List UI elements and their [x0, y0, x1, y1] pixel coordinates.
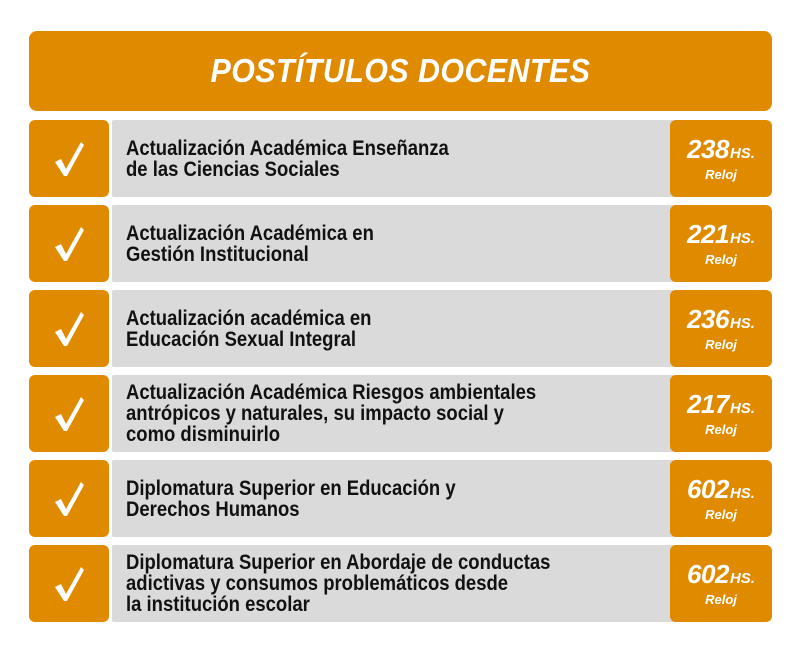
hours-value: 602 — [687, 473, 729, 504]
hours-badge — [670, 545, 772, 622]
course-title-box — [112, 460, 678, 537]
list-item — [29, 460, 772, 537]
list-item — [29, 545, 772, 622]
course-title: Actualización Académica Enseñanza de las Ciencias Sociales — [126, 136, 449, 181]
course-title: Diplomatura Superior en Educación y Derechos Humanos — [126, 476, 456, 521]
hours-line — [687, 218, 755, 252]
hours-value: 217 — [687, 388, 729, 419]
hours-unit: HS. — [729, 229, 755, 247]
hours-badge — [670, 205, 772, 282]
course-title: Actualización Académica Riesgos ambientales antrópicos y naturales, su impacto social y como disminuirlo — [126, 381, 537, 446]
hours-unit: HS. — [729, 484, 755, 502]
hours-line — [687, 303, 755, 337]
course-title-box — [112, 205, 678, 282]
course-title: Actualización académica en Educación Sexual Integral — [126, 306, 372, 351]
hours-line — [687, 133, 755, 167]
course-title-box — [112, 545, 678, 622]
hours-badge — [670, 120, 772, 197]
checkmark-icon — [52, 309, 86, 349]
hours-unit: HS. — [729, 399, 755, 417]
check-badge — [29, 545, 109, 622]
course-title-box — [112, 290, 678, 367]
check-badge — [29, 375, 109, 452]
list-item — [29, 290, 772, 367]
hours-badge — [670, 460, 772, 537]
hours-value: 238 — [687, 133, 729, 164]
check-badge — [29, 120, 109, 197]
hours-sub-label: Reloj — [705, 591, 737, 607]
hours-unit: HS. — [729, 314, 755, 332]
hours-value: 602 — [687, 558, 729, 589]
checkmark-icon — [52, 564, 86, 604]
checkmark-icon — [52, 139, 86, 179]
checkmark-icon — [52, 394, 86, 434]
course-title-box — [112, 120, 678, 197]
course-title: Actualización Académica en Gestión Institucional — [126, 221, 374, 266]
check-badge — [29, 205, 109, 282]
list-item — [29, 120, 772, 197]
hours-line — [687, 388, 755, 422]
hours-value: 221 — [687, 218, 729, 249]
hours-sub-label: Reloj — [705, 166, 737, 182]
course-list — [29, 120, 772, 630]
hours-sub-label: Reloj — [705, 421, 737, 437]
checkmark-icon — [52, 224, 86, 264]
page-title: POSTÍTULOS DOCENTES — [210, 52, 591, 89]
hours-badge — [670, 375, 772, 452]
check-badge — [29, 460, 109, 537]
course-title-box — [112, 375, 678, 452]
list-item — [29, 205, 772, 282]
hours-line — [687, 473, 755, 507]
hours-value: 236 — [687, 303, 729, 334]
header-banner — [29, 31, 772, 111]
hours-unit: HS. — [729, 569, 755, 587]
course-title: Diplomatura Superior en Abordaje de conductas adictivas y consumos problemáticos desde la institución escolar — [126, 551, 551, 616]
checkmark-icon — [52, 479, 86, 519]
hours-sub-label: Reloj — [705, 251, 737, 267]
hours-sub-label: Reloj — [705, 336, 737, 352]
list-item — [29, 375, 772, 452]
hours-badge — [670, 290, 772, 367]
hours-unit: HS. — [729, 144, 755, 162]
hours-line — [687, 558, 755, 592]
check-badge — [29, 290, 109, 367]
hours-sub-label: Reloj — [705, 506, 737, 522]
